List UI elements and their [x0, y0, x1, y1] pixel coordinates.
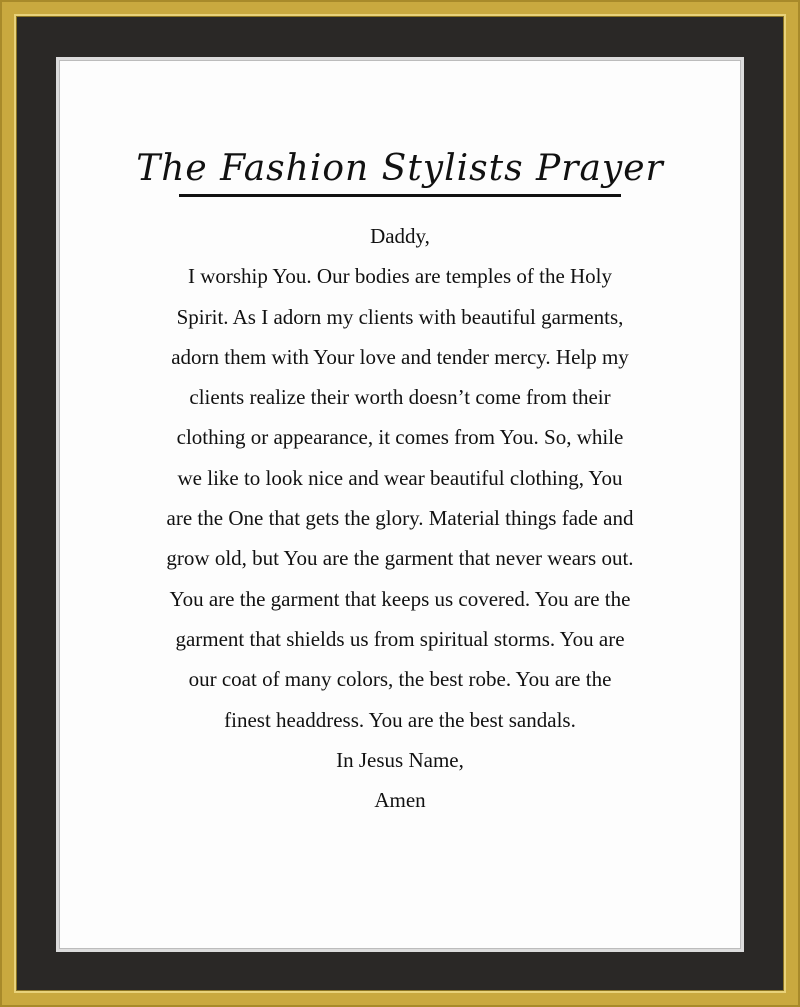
prayer-line: clients realize their worth doesn’t come from their — [189, 385, 611, 410]
prayer-line: finest headdress. You are the best sandals. — [224, 707, 576, 732]
prayer-line: garment that shields us from spiritual storms. You are — [175, 626, 625, 651]
prayer-line: our coat of many colors, the best robe. You are the — [188, 667, 612, 692]
prayer-line: we like to look nice and wear beautiful clothing, You — [177, 465, 623, 490]
prayer-closing: In Jesus Name, — [336, 747, 464, 772]
prayer-title: The Fashion Stylists Prayer — [136, 148, 664, 189]
prayer-line: grow old, but You are the garment that never wears out. — [166, 546, 634, 571]
prayer-line: Spirit. As I adorn my clients with beautiful garments, — [176, 304, 624, 329]
prayer-body — [59, 216, 741, 820]
prayer-line: I worship You. Our bodies are temples of the Holy — [187, 264, 613, 289]
prayer-paper — [56, 57, 744, 952]
prayer-line: adorn them with Your love and tender mercy. Help my — [171, 344, 629, 369]
title-underline — [179, 194, 621, 197]
prayer-amen: Amen — [374, 788, 426, 813]
prayer-line: are the One that gets the glory. Material things fade and — [166, 506, 634, 531]
prayer-line: clothing or appearance, it comes from You. So, while — [176, 425, 624, 450]
prayer-line: You are the garment that keeps us covered. You are the — [169, 586, 631, 611]
prayer-greeting: Daddy, — [370, 224, 430, 248]
